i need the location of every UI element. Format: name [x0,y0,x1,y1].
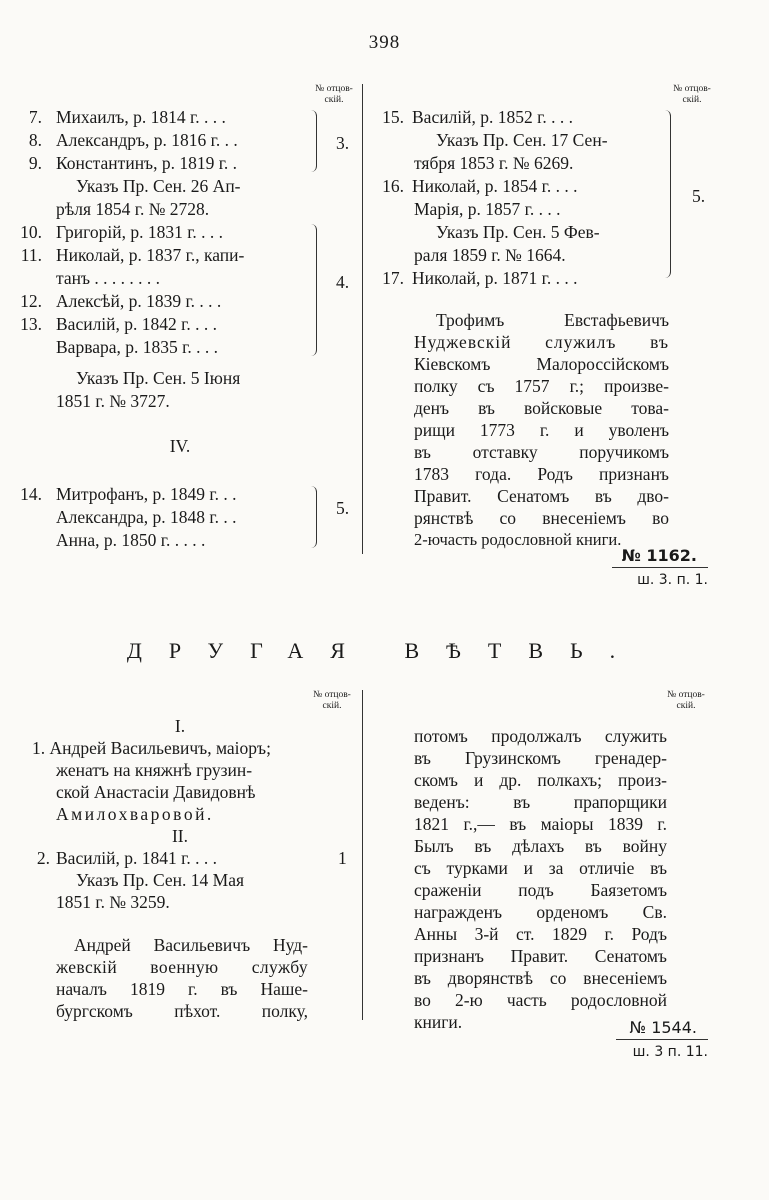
group-value: 5. [336,498,350,518]
page-number: 398 [368,32,401,53]
entry-line: Указъ Пр. Сен. 14 Мая [76,870,245,890]
group-value: 1 [338,848,347,868]
section-roman-iv: IV. [169,436,191,456]
section-roman-ii: II. [171,826,189,846]
group-value: 3. [336,133,350,153]
entry-line: 1851 г. № 3259. [56,892,170,912]
branch-heading: ДРУГАЯ ВѢТВЬ. [126,638,643,663]
archive-number: № 1162. [621,546,697,565]
column-rule [362,690,363,1020]
column-header: № отцов- скій. [667,690,705,711]
column-header: № отцов- скій. [313,690,351,711]
group-brace [310,224,317,356]
archive-number: № 1544. [629,1018,697,1037]
group-brace [664,110,671,278]
column-header: № отцов- скій. [315,84,353,105]
entry-line: ской Анастасіи Давидовнѣ [56,782,256,802]
group-value: 4. [336,272,350,292]
group-brace [310,110,317,172]
section-roman-i: I. [174,716,186,736]
archive-shelf: ш. 3 п. 11. [632,1044,708,1060]
group-brace [310,486,317,548]
entry-line: 1. Андрей Васильевичъ, маіоръ; [32,738,271,758]
column-header: № отцов- скій. [673,84,711,105]
column-rule [362,84,363,554]
archive-shelf: ш. 3. п. 1. [637,572,708,588]
entry-line: женатъ на княжнѣ грузин- [56,760,253,780]
entry-line: Амилохваровой. [56,804,214,824]
group-value: 5. [692,186,706,206]
